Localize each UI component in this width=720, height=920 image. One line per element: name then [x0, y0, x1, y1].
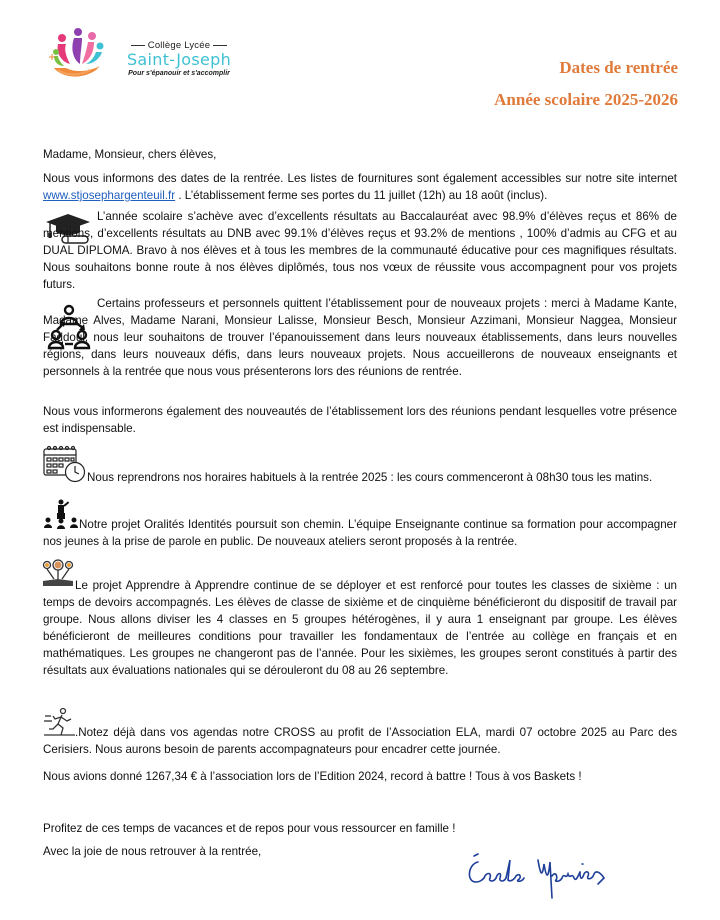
website-link[interactable]: www.stjosephargenteuil.fr	[43, 189, 176, 202]
school-logo	[48, 24, 238, 86]
learning-project-paragraph: Le projet Apprendre à Apprendre continue de se déployer et est renforcé pour toutes les classes de sixième : un temps de devoirs accompagnés. Les élèves de classe de sixième et de cinquième bénéficieront du dispositif de travail par groupe. Nous allons diviser les 4 classes en 5 groupes hétérogènes, il y aura 1 enseignant par groupe. Les élèves bénéficieront de meilleures conditions pour travailler les fondamentaux de l’entrée au collège en français et en mathématiques. Les groupes ne changeront pas de l’année. Pour les sixièmes, les groupes seront constitués à partir des résultats aux évaluations nationales qui se dérouleront du 08 au 26 septembre.	[43, 579, 677, 677]
page-title: Dates de rentrée	[559, 58, 678, 77]
page-subtitle: Année scolaire 2025-2026	[494, 90, 678, 109]
schedule-paragraph: Nous reprendrons nos horaires habituels à la rentrée 2025 : les cours commenceront à 08h30 tous les matins.	[87, 471, 653, 484]
oral-project-paragraph: Notre projet Oralités Identités poursuit son chemin. L’équipe Enseignante continue sa formation pour accompagner nos jeunes à la prise de parole en public. De nouveaux ateliers seront proposés à la rentrée.	[43, 518, 677, 548]
logo-school-type: Collège Lycée	[114, 40, 244, 51]
logo-figures-icon	[48, 24, 110, 82]
closing-paragraph: Profitez de ces temps de vacances et de repos pour vous ressourcer en famille !	[43, 822, 456, 835]
meetings-paragraph: Nous vous informerons également des nouveautés de l’établissement lors des réunions pendant lesquelles votre présence est indispensable.	[43, 405, 677, 435]
cross-paragraph: .Notez déjà dans vos agendas notre CROSS au profit de l’Association ELA, mardi 07 octobre 2025 au Parc des Cerisiers. Nous aurons besoin de parents accompagnateurs pour encadrer cette journée.	[43, 726, 677, 756]
greeting: Madame, Monsieur, chers élèves,	[43, 148, 217, 161]
donation-paragraph: Nous avions donné 1267,34 € à l’association lors de l’Edition 2024, record à battre ! Tous à vos Baskets !	[43, 770, 582, 783]
results-paragraph: L’année scolaire s’achève avec d’excellents résultats au Baccalauréat avec 98.9% d’élèves reçus et 86% de mentions, d’excellents résultats au DNB avec 99.1% d’élèves reçus et 93.2% de mentions , 100% d’admis au CFG et au DUAL DIPLOMA. Bravo à nos élèves et à tous les membres de la communauté éducative pour ces magnifiques résultats. Nous souhaitons bonne route à nos élèves diplômés, tous nos vœux de réussite vous accompagnent pour vos projets futurs.	[43, 210, 677, 291]
staff-paragraph: Certains professeurs et personnels quittent l’établissement pour de nouveaux projets : merci à Madame Kante, Madame Alves, Madame Narani, Monsieur Lalisse, Monsieur Besch, Monsieur Azzimani, Monsieur Naggea, Monsieur Faddoul, nous leur souhaitons de trouver l’épanouissement dans leurs nouveaux établissements, dans leurs nouvelles régions, dans leurs nouveaux défis, dans leurs nouveaux projets. Nous accueillerons de nouveaux enseignants et personnels à la rentrée que nous vous présenterons lors des réunions de rentrée.	[43, 297, 677, 378]
logo-school-name: Saint-Joseph	[126, 50, 232, 69]
closing-salutation: Avec la joie de nous retrouver à la rentrée,	[43, 845, 262, 858]
signature	[462, 852, 612, 900]
logo-tagline: Pour s'épanouir et s'accomplir	[128, 70, 230, 77]
intro-paragraph: Nous vous informons des dates de la rentrée. Les listes de fournitures sont également accessibles sur notre site internet www.stjosephargenteuil.fr . L’établissement ferme ses portes du 11 juillet (12h) au 18 août (inclus).	[43, 172, 677, 202]
